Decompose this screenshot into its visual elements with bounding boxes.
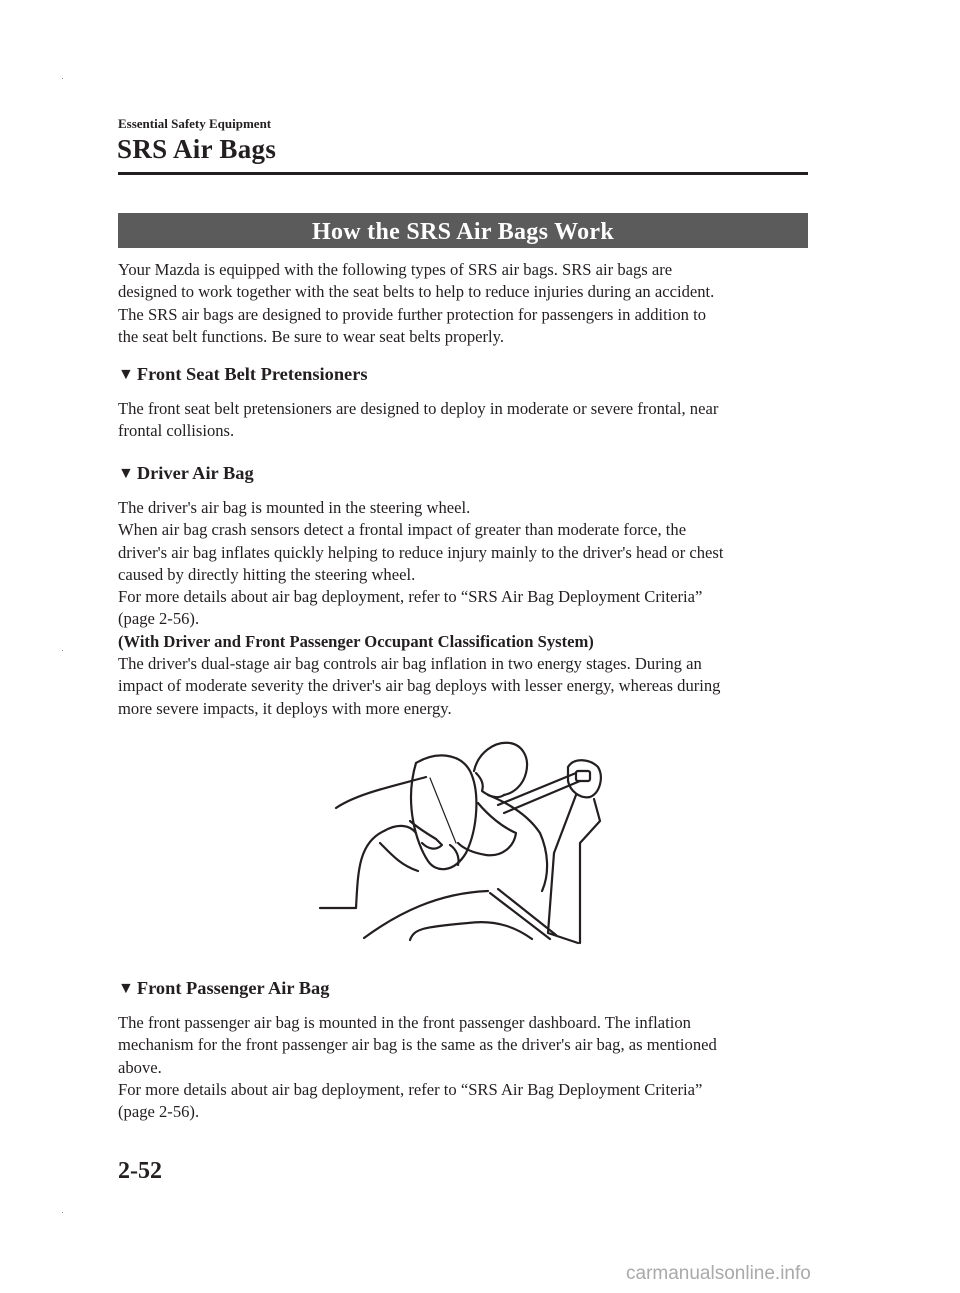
driver-face [476,773,504,797]
pretensioners-heading [118,364,368,385]
passenger-line: For more details about air bag deployment, refer to “SRS Air Bag Deployment Criteria” [118,1079,703,1099]
driver-line: For more details about air bag deployment, refer to “SRS Air Bag Deployment Criteria” [118,587,703,607]
pretensioners-heading-text: Front Seat Belt Pretensioners [136,364,368,384]
crop-mark [62,1212,63,1213]
seat-back-edge [580,799,600,943]
triangle-marker-icon: ▼ [118,980,134,997]
airbag-fold [430,778,456,843]
passenger-line: above. [118,1057,162,1077]
driver-back [488,795,547,891]
intro-paragraph [118,259,818,348]
hand-right [450,845,459,865]
pretensioners-paragraph [118,398,818,443]
intro-line: the seat belt functions. Be sure to wear seat belts properly. [118,326,504,346]
page-number: 2-52 [118,1158,162,1184]
driver-line: driver's air bag inflates quickly helping to reduce injury mainly to the driver's head or chest [118,542,724,562]
intro-line: Your Mazda is equipped with the following types of SRS air bags. SRS air bags are [118,260,673,279]
driver-line: The driver's air bag is mounted in the steering wheel. [118,498,471,517]
seat-back [548,795,578,943]
driver-condition: (With Driver and Front Passenger Occupant Classification System) [118,631,594,651]
passenger-line: (page 2-56). [118,1102,200,1122]
seat-cushion [410,922,532,940]
driver-line: When air bag crash sensors detect a frontal impact of greater than moderate force, the [118,520,687,540]
triangle-marker-icon: ▼ [118,366,134,383]
passenger-heading [118,978,329,999]
pretensioners-line: frontal collisions. [118,421,235,441]
triangle-marker-icon: ▼ [118,465,134,482]
driver-heading [118,463,254,484]
pretensioners-line: The front seat belt pretensioners are designed to deploy in moderate or severe frontal, near [118,399,719,418]
driver-heading-text: Driver Air Bag [136,463,254,483]
passenger-heading-text: Front Passenger Air Bag [136,978,330,998]
driver-leg [364,891,488,938]
driver-line: (page 2-56). [118,609,200,629]
passenger-paragraph [118,1012,818,1123]
belt-anchor [568,760,601,797]
section-title: SRS Air Bags [117,134,277,164]
driver-line: more severe impacts, it deploys with more energy. [118,698,452,718]
driver-line: The driver's dual-stage air bag controls air bag inflation in two energy stages. During an [118,654,702,674]
hand-left [410,821,442,849]
belt-buckle [576,771,590,781]
crop-mark [62,650,63,651]
lap-belt-edge [498,889,556,935]
header-rule [118,172,808,175]
driver-line: caused by directly hitting the steering wheel. [118,564,416,584]
passenger-line: The front passenger air bag is mounted in the front passenger dashboard. The inflation [118,1013,691,1032]
dashboard-contour [320,826,416,908]
watermark-text: carmanualsonline.info [626,1263,811,1284]
intro-line: designed to work together with the seat belts to help to reduce injuries during an accident. [118,282,715,302]
topic-banner: How the SRS Air Bags Work [118,213,808,248]
driver-airbag-illustration [318,733,618,948]
crop-mark [62,78,63,79]
intro-line: The SRS air bags are designed to provide further protection for passengers in addition to [118,304,707,324]
steering-column [380,843,418,871]
driver-paragraph [118,497,818,720]
driver-line: impact of moderate severity the driver's air bag deploys with lesser energy, whereas during [118,676,721,696]
chapter-label: Essential Safety Equipment [118,116,272,131]
passenger-line: mechanism for the front passenger air bag is the same as the driver's air bag, as mentioned [118,1035,717,1055]
